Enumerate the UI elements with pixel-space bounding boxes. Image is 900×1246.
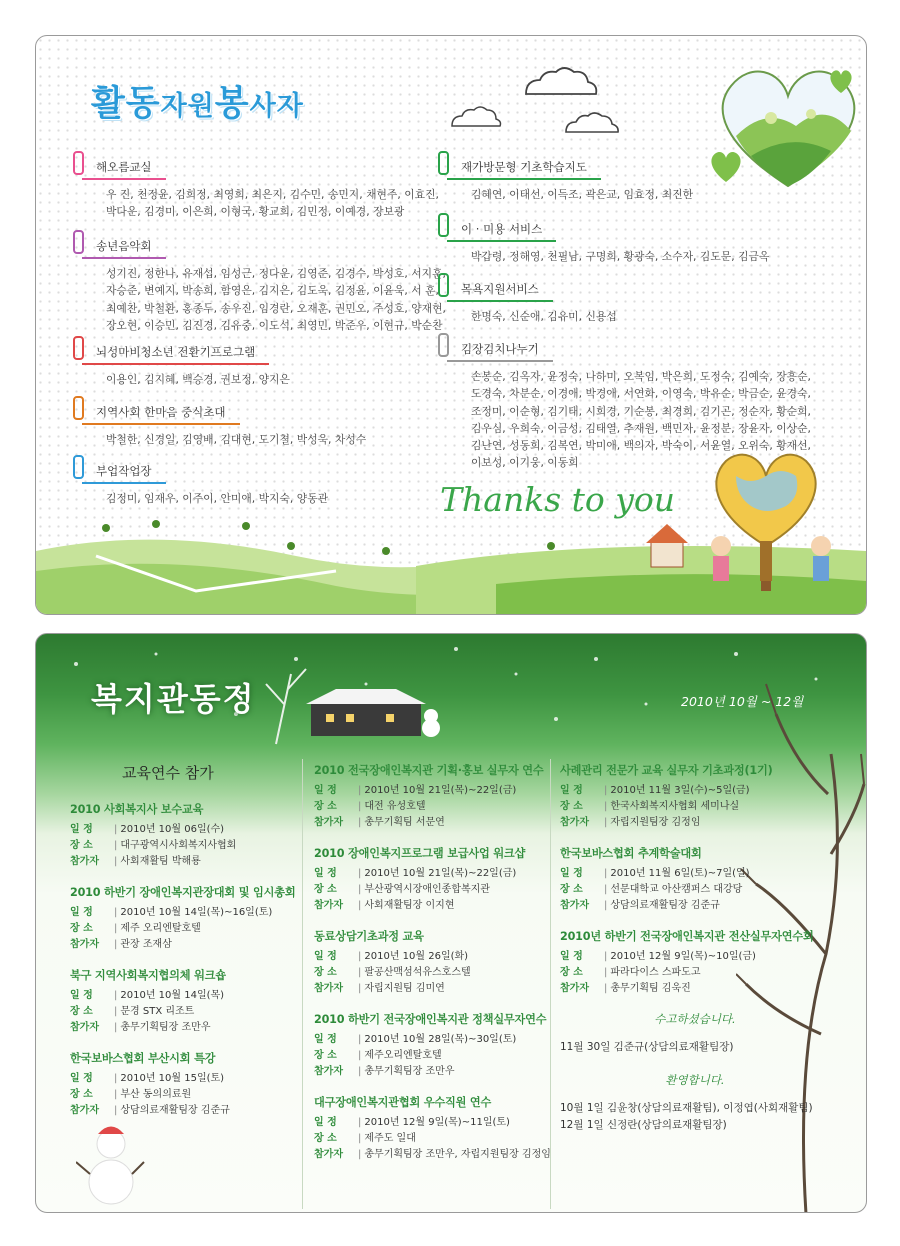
thanks-text: Thanks to you [440, 480, 675, 519]
heart-icon [826, 66, 856, 96]
volunteer-names: 박갑령, 정해영, 천필남, 구명희, 황광숙, 소수자, 김도문, 김금옥 [471, 250, 770, 263]
separator: | [604, 884, 608, 895]
detail-label: 장 소 [314, 884, 337, 895]
column-divider [302, 759, 303, 1209]
detail-value: 부산 동의의료원 [120, 1089, 192, 1100]
event-detail-row [70, 1071, 300, 1087]
volunteer-names: 김혜연, 이태선, 이득조, 곽은교, 임효정, 최진한 [471, 188, 694, 201]
event-detail-row [70, 838, 300, 854]
event-item [314, 1094, 549, 1163]
detail-value: 문경 STX 리조트 [120, 1006, 195, 1017]
section-tag: 지역사회 한마음 중식초대 [82, 402, 240, 423]
separator: | [114, 824, 118, 835]
event-detail-row [314, 866, 549, 882]
detail-label: 일 정 [314, 951, 337, 962]
event-item [314, 1011, 549, 1080]
event-item [560, 928, 830, 997]
detail-value: 사회재활팀장 이지현 [364, 900, 455, 911]
detail-label: 참가자 [560, 817, 589, 828]
detail-value: 대구광역시사회복지사협회 [120, 840, 237, 851]
event-detail-row [314, 882, 549, 898]
event-detail-row [560, 882, 830, 898]
detail-value: 2010년 12월 9일(목)~10일(금) [610, 951, 756, 962]
separator: | [358, 1133, 362, 1144]
detail-value: 선문대학교 아산캠퍼스 대강당 [610, 884, 743, 895]
detail-value: 2010년 10월 06일(수) [120, 824, 225, 835]
event-detail-row [70, 822, 300, 838]
separator: | [358, 1066, 362, 1077]
column-divider [550, 759, 551, 1209]
detail-label: 장 소 [314, 801, 337, 812]
event-item [70, 801, 300, 870]
event-detail-row [560, 949, 830, 965]
event-detail-row [70, 921, 300, 937]
snowman-illustration [76, 1114, 146, 1209]
detail-value: 파라다이스 스파도고 [610, 967, 701, 978]
event-title: 2010 전국장애인복지관 기획·홍보 실무자 연수 [314, 764, 544, 777]
separator: | [604, 951, 608, 962]
section-beauty [441, 218, 861, 265]
heart-tree-illustration [686, 436, 846, 596]
event-title: 2010 사회복지사 보수교육 [70, 803, 204, 816]
farewell-line: 11월 30일 김준규(상담의료재활팀장) [560, 1041, 734, 1053]
separator: | [358, 951, 362, 962]
detail-value: 제주오리엔탈호텔 [364, 1050, 442, 1061]
detail-label: 장 소 [314, 967, 337, 978]
separator: | [358, 1149, 362, 1160]
separator: | [114, 907, 118, 918]
section-bath [441, 278, 861, 325]
event-title: 사례관리 전문가 교육 실무자 기초과정(1기) [560, 764, 773, 777]
detail-label: 참가자 [314, 817, 343, 828]
detail-label: 참가자 [560, 900, 589, 911]
news-title: 복지관동정 [91, 680, 256, 718]
event-detail-row [560, 981, 830, 997]
volunteer-names: 성기진, 정한나, 유재섭, 임성근, 정다운, 김영준, 김경수, 박성호, 서지훈, 자승준, 변예지, 박송희, 함영은, 김지은, 김도욱, 김정윤, 이윤욱, 서 훈, 최예찬, 박철환, 홍종두, 송우진, 임경란, 오재훈, 권민오, 주성호, 양재현, 장오현, 이승민, 김진경, 김유중, 이도석, 최영민, 박준우, 이현규, 박순찬 [106, 267, 446, 332]
event-detail-row [314, 1032, 549, 1048]
section-lunch [76, 401, 446, 448]
section-tag: 이 · 미용 서비스 [447, 219, 556, 240]
title-part: 봉 [214, 84, 250, 124]
separator: | [114, 1006, 118, 1017]
section-transition [76, 341, 446, 388]
title-part: 활동 [91, 84, 161, 124]
event-title: 2010 하반기 전국장애인복지관 정책실무자연수 [314, 1013, 547, 1026]
volunteer-names: 이용인, 김지혜, 백승경, 권보정, 양지은 [106, 373, 290, 386]
detail-label: 참가자 [314, 900, 343, 911]
event-detail-row [314, 965, 549, 981]
title-part: 자원 [160, 91, 215, 122]
separator: | [114, 1089, 118, 1100]
event-detail-row [560, 799, 830, 815]
event-detail-row [70, 1004, 300, 1020]
event-title: 대구장애인복지관협회 우수직원 연수 [314, 1096, 492, 1109]
separator: | [358, 884, 362, 895]
event-detail-row [70, 905, 300, 921]
section-tag: 부업작업장 [82, 461, 166, 482]
separator: | [114, 856, 118, 867]
separator: | [358, 785, 362, 796]
section-tag: 재가방문형 기초학습지도 [447, 157, 601, 178]
section-home-study [441, 156, 861, 203]
event-detail-row [314, 1131, 549, 1147]
detail-label: 일 정 [70, 824, 93, 835]
detail-label: 일 정 [560, 868, 583, 879]
event-item [70, 884, 300, 953]
detail-value: 2010년 11월 6일(토)~7일(일) [610, 868, 750, 879]
detail-label: 장 소 [70, 923, 93, 934]
detail-label: 참가자 [70, 1022, 99, 1033]
separator: | [604, 900, 608, 911]
detail-value: 2010년 12월 9일(목)~11일(토) [364, 1117, 510, 1128]
separator: | [604, 967, 608, 978]
detail-value: 부산광역시장애인종합복지관 [364, 884, 490, 895]
volunteer-names: 박철한, 신경일, 김영배, 김대현, 도기쳘, 박성욱, 차성수 [106, 433, 367, 446]
event-title: 한국보바스협회 추계학술대회 [560, 847, 702, 860]
volunteer-names: 김정미, 임재우, 이주이, 안미애, 박지숙, 양동관 [106, 492, 329, 505]
event-title: 2010년 하반기 전국장애인복지관 전산실무자연수회 [560, 930, 814, 943]
event-detail-row [70, 854, 300, 870]
welcome-line: 10월 1일 김윤창(상담의료재활팀), 이정엽(사회재활팀) [560, 1102, 813, 1114]
events-column-1 [70, 762, 300, 1133]
separator: | [114, 939, 118, 950]
event-detail-row [314, 898, 549, 914]
separator: | [114, 1073, 118, 1084]
detail-label: 참가자 [70, 856, 99, 867]
volunteer-title [91, 76, 304, 126]
detail-label: 장 소 [314, 1133, 337, 1144]
welcome-heading: 환영합니다. [665, 1073, 725, 1087]
event-detail-row [314, 981, 549, 997]
detail-value: 자립지원팀장 김정임 [610, 817, 701, 828]
event-detail-row [560, 815, 830, 831]
event-detail-row [560, 965, 830, 981]
detail-label: 참가자 [70, 1105, 99, 1116]
paperclip-icon [438, 213, 449, 237]
detail-value: 2010년 11월 3일(수)~5일(금) [610, 785, 750, 796]
detail-value: 제주 오리엔탈호텔 [120, 923, 201, 934]
event-title: 북구 지역사회복지협의체 워크숍 [70, 969, 226, 982]
date-range: 2010년 10월 ~ 12월 [681, 694, 804, 709]
detail-value: 사회재활팀 박해룡 [120, 856, 201, 867]
event-detail-row [314, 1147, 549, 1163]
event-detail-row [560, 866, 830, 882]
separator: | [358, 1050, 362, 1061]
separator: | [358, 1117, 362, 1128]
separator: | [604, 868, 608, 879]
paperclip-icon [73, 151, 84, 175]
event-detail-row [70, 1087, 300, 1103]
separator: | [604, 817, 608, 828]
detail-label: 참가자 [314, 1066, 343, 1077]
clouds-illustration [516, 54, 646, 144]
detail-value: 2010년 10월 14일(목)~16일(토) [120, 907, 273, 918]
detail-value: 상담의료재활팀장 김준규 [120, 1105, 230, 1116]
detail-value: 2010년 10월 14일(목) [120, 990, 225, 1001]
detail-value: 관장 조재삼 [120, 939, 172, 950]
separator: | [358, 967, 362, 978]
welcome-line: 12월 1일 신정란(상담의료재활팀장) [560, 1119, 727, 1131]
section-tag: 김장김치나누기 [447, 339, 553, 360]
detail-value: 총무기획팀 서문연 [364, 817, 445, 828]
detail-label: 일 정 [70, 990, 93, 1001]
separator: | [604, 785, 608, 796]
detail-label: 장 소 [314, 1050, 337, 1061]
event-item [560, 845, 830, 914]
event-detail-row [70, 988, 300, 1004]
detail-label: 일 정 [314, 1117, 337, 1128]
separator: | [358, 868, 362, 879]
detail-value: 상담의료재활팀장 김준규 [610, 900, 720, 911]
detail-label: 일 정 [314, 1034, 337, 1045]
event-detail-row [314, 1048, 549, 1064]
detail-label: 참가자 [560, 983, 589, 994]
separator: | [358, 1034, 362, 1045]
separator: | [604, 801, 608, 812]
section-tag: 해오름교실 [82, 157, 166, 178]
paperclip-icon [73, 336, 84, 360]
event-detail-row [314, 799, 549, 815]
detail-label: 일 정 [314, 868, 337, 879]
separator: | [114, 840, 118, 851]
detail-label: 일 정 [314, 785, 337, 796]
section-concert [76, 235, 446, 334]
detail-value: 2010년 10월 21일(목)~22일(금) [364, 785, 517, 796]
detail-label: 장 소 [560, 884, 583, 895]
separator: | [114, 1022, 118, 1033]
separator: | [114, 1105, 118, 1116]
volunteer-names: 우 진, 천정윤, 김희정, 최영희, 최은지, 김수민, 송민지, 채현주, 이효진, 박다운, 김경미, 이은희, 이형국, 황교희, 김민정, 이예경, 장보광 [106, 188, 439, 219]
paperclip-icon [438, 333, 449, 357]
event-detail-row [560, 783, 830, 799]
event-detail-row [314, 1064, 549, 1080]
cloud-icon [446, 96, 506, 136]
event-item [314, 762, 549, 831]
event-title: 2010 하반기 장애인복지관장대회 및 임시총회 [70, 886, 296, 899]
detail-label: 일 정 [70, 1073, 93, 1084]
paperclip-icon [438, 151, 449, 175]
detail-value: 총무기획팀장 조만우 [120, 1022, 211, 1033]
detail-value: 총무기획팀장 조만우, 자립지원팀장 김정임 [364, 1149, 551, 1160]
detail-label: 참가자 [314, 983, 343, 994]
event-detail-row [70, 1020, 300, 1036]
detail-value: 한국사회복지사협회 세미나실 [610, 801, 740, 812]
title-part: 사자 [249, 91, 304, 122]
event-detail-row [314, 949, 549, 965]
event-detail-row [314, 783, 549, 799]
section-tag: 뇌성마비청소년 전환기프로그램 [82, 342, 269, 363]
event-title: 동료상담기초과정 교육 [314, 930, 424, 943]
volunteer-panel [35, 35, 867, 615]
volunteer-names: 손봉순, 김옥자, 윤정숙, 나하미, 오복임, 박은희, 도정숙, 김예숙, 장흥순, 도경숙, 차분순, 이경애, 박경애, 서연화, 이영숙, 박유순, 박금순, 윤경숙, 조정미, 이순형, 김기태, 시희경, 기순봉, 최경희, 김기곤, 정순자, 황순희, 김우심, 우희숙, 이금성, 김태열, 추재원, 백민자, 윤정분, 장윤자, 이상순, 김난연, 성동희, 김복연, 박미애, 백의자, 박숙이, 서윤열, 오위숙, 황재선, 이보성, 이기웅, 이동희 [471, 370, 811, 470]
farewell-heading: 수고하셨습니다. [654, 1012, 736, 1026]
detail-label: 참가자 [70, 939, 99, 950]
events-column-2 [314, 762, 549, 1177]
detail-label: 장 소 [560, 967, 583, 978]
detail-value: 자립지원팀 김미연 [364, 983, 445, 994]
detail-value: 총무기획팀 김욱진 [610, 983, 691, 994]
section-haeoreum [76, 156, 446, 221]
separator: | [114, 990, 118, 1001]
news-panel [35, 633, 867, 1213]
separator: | [358, 801, 362, 812]
separator: | [358, 900, 362, 911]
detail-value: 팔공산맥섬석유스호스텔 [364, 967, 471, 978]
event-detail-row [314, 1115, 549, 1131]
volunteer-names: 한명숙, 신순애, 김유미, 신용섭 [471, 310, 617, 323]
detail-value: 2010년 10월 15일(토) [120, 1073, 225, 1084]
detail-label: 장 소 [70, 1006, 93, 1017]
detail-label: 장 소 [560, 801, 583, 812]
event-item [70, 967, 300, 1036]
section-tag: 송년음악회 [82, 236, 166, 257]
events-column-3 [560, 762, 830, 1134]
separator: | [604, 983, 608, 994]
event-detail-row [560, 898, 830, 914]
detail-label: 일 정 [70, 907, 93, 918]
detail-label: 장 소 [70, 1089, 93, 1100]
detail-value: 2010년 10월 21일(목)~22일(금) [364, 868, 517, 879]
detail-label: 참가자 [314, 1149, 343, 1160]
detail-value: 대전 유성호텔 [364, 801, 426, 812]
paperclip-icon [73, 230, 84, 254]
separator: | [358, 817, 362, 828]
event-detail-row [70, 937, 300, 953]
detail-value: 2010년 10월 26일(화) [364, 951, 469, 962]
paperclip-icon [438, 273, 449, 297]
detail-label: 일 정 [560, 785, 583, 796]
separator: | [114, 923, 118, 934]
detail-value: 총무기획팀장 조만우 [364, 1066, 455, 1077]
paperclip-icon [73, 455, 84, 479]
detail-value: 제주도 일대 [364, 1133, 416, 1144]
detail-label: 장 소 [70, 840, 93, 851]
event-item [70, 1050, 300, 1119]
event-title: 2010 장애인복지프로그램 보급사업 워크샵 [314, 847, 526, 860]
event-item [314, 928, 549, 997]
paperclip-icon [73, 396, 84, 420]
event-item [560, 762, 830, 831]
detail-label: 일 정 [560, 951, 583, 962]
separator: | [358, 983, 362, 994]
section-heading: 교육연수 참가 [122, 764, 214, 782]
event-item [314, 845, 549, 914]
event-title: 한국보바스협회 부산시회 특강 [70, 1052, 216, 1065]
event-detail-row [314, 815, 549, 831]
detail-value: 2010년 10월 28일(목)~30일(토) [364, 1034, 517, 1045]
section-tag: 목욕지원서비스 [447, 279, 553, 300]
